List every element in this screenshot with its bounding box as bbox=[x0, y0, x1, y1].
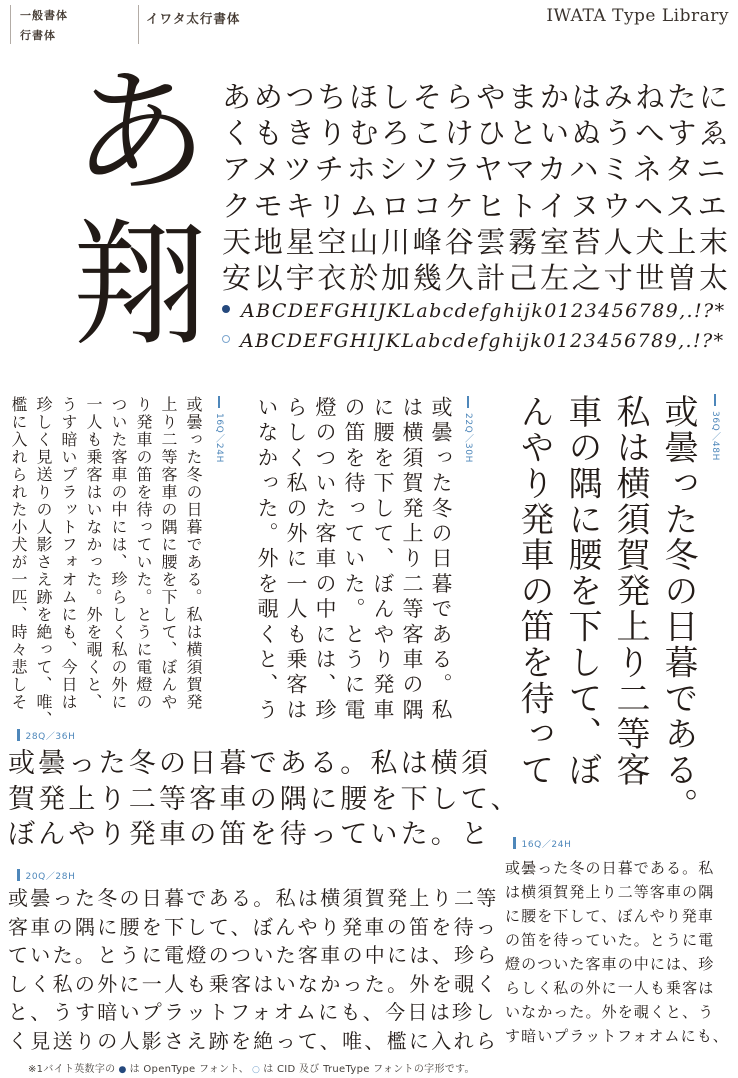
label-tick-icon bbox=[714, 394, 717, 406]
vertical-sample-16q bbox=[6, 396, 225, 736]
sample-text-line: 或曇った冬の日暮である。私 bbox=[505, 859, 715, 877]
cid-open-circle-icon bbox=[222, 335, 230, 343]
category-gyosho: 行書体 bbox=[20, 29, 56, 42]
latin-glyphs: ABCDEFGHIJKLabcdefghijk0123456789,.!?* bbox=[241, 300, 726, 323]
vertical-text-column: 車の隅に腰を下して、ぼ bbox=[562, 394, 602, 788]
size-label-text: 36Q／48H bbox=[710, 411, 720, 461]
typeface-name: イワタ太行書体 bbox=[146, 11, 241, 26]
vertical-text-column: は横須賀発上り二等客車の隅 bbox=[400, 396, 424, 724]
footnote-cid: は CID 及び TrueType フォントの字形です。 bbox=[263, 1064, 475, 1075]
vertical-text-column: らしく私の外に一人も乗客は bbox=[284, 396, 308, 724]
sample-text-line: しく私の外に一人も乗客はいなかった。外を覗く bbox=[8, 971, 499, 996]
size-label-text: 16Q／24H bbox=[214, 413, 224, 463]
sample-text-line: 或曇った冬の日暮である。私は横須 bbox=[8, 748, 492, 779]
sample-text-line: す暗いプラットフォオムにも、 bbox=[505, 1027, 729, 1045]
size-label-text: 16Q／24H bbox=[521, 840, 572, 850]
label-tick-icon bbox=[467, 396, 470, 408]
vertical-text-column: の笛を待っていた。とうに電 bbox=[342, 396, 366, 724]
size-label-20q bbox=[17, 869, 75, 882]
category-labels bbox=[20, 6, 68, 46]
header-divider-middle bbox=[138, 5, 139, 44]
sample-text-line: と、うす暗いプラットフォオムにも、今日は珍し bbox=[8, 1000, 497, 1025]
size-label-36q-vertical bbox=[708, 394, 721, 830]
vertical-text-column: 或曇った冬の日暮である。 bbox=[658, 394, 698, 824]
vertical-text-column: 或曇った冬の日暮である。私 bbox=[429, 396, 453, 724]
charset-row-hiragana-1: あめつちほしそらやまかはみねたに bbox=[222, 80, 731, 114]
size-label-text: 28Q／36H bbox=[25, 732, 76, 742]
character-set bbox=[222, 79, 732, 355]
vertical-text-column: 或曇った冬の日暮である。私は横須賀発 bbox=[184, 396, 203, 711]
sample-text-line: 燈のついた客車の中には、珍 bbox=[505, 955, 715, 973]
charset-row-katakana-2: クモキリムロコケヒトイヌウヘスエ bbox=[222, 188, 730, 223]
header-divider-left bbox=[10, 5, 11, 44]
footnote-opentype: は OpenType フォント、 bbox=[129, 1064, 250, 1075]
vertical-text-column: り発車の笛を待っていた。とうに電燈の bbox=[134, 396, 153, 711]
size-label-28q bbox=[17, 729, 75, 742]
sample-text-line: ていた。とうに電燈のついた客車の中には、珍ら bbox=[8, 943, 499, 968]
sample-text-line: らしく私の外に一人も乗客は bbox=[505, 979, 715, 997]
sample-text-line: 客車の隅に腰を下して、ぼんやり発車の笛を待っ bbox=[8, 914, 499, 939]
sample-text-line: の笛を待っていた。とうに電 bbox=[505, 931, 715, 949]
display-glyphs bbox=[60, 55, 220, 365]
vertical-text-column: いなかった。外を覗くと、う bbox=[255, 396, 279, 724]
size-label-22q-vertical bbox=[461, 396, 474, 736]
horizontal-sample-20q bbox=[8, 884, 502, 1056]
sample-text-line: は横須賀発上り二等客車の隅 bbox=[505, 883, 715, 901]
horizontal-sample-16q bbox=[505, 856, 735, 1048]
charset-row-latin-cid bbox=[222, 328, 732, 356]
vertical-text-column: うす暗いプラットフォオムにも、今日は bbox=[59, 396, 78, 711]
horizontal-sample-28q bbox=[8, 746, 521, 853]
charset-row-kanji-2: 安以宇衣於加幾久計己左之寸世曽太 bbox=[222, 261, 731, 296]
sample-text-line: ぼんやり発車の笛を待っていた。と bbox=[8, 819, 492, 850]
label-tick-icon bbox=[17, 729, 20, 741]
vertical-text-column: ついた客車の中には、珍らしく私の外に bbox=[109, 396, 128, 711]
vertical-text-column: 一人も乗客はいなかった。外を覗くと、 bbox=[84, 396, 103, 711]
charset-row-latin-opentype bbox=[222, 298, 732, 326]
label-tick-icon bbox=[17, 869, 20, 881]
vertical-text-column: 珍しく見送りの人影さえ跡を絶って、唯、 bbox=[34, 396, 53, 729]
vertical-text-column: 燈のついた客車の中には、珍 bbox=[313, 396, 337, 724]
sample-text-line: 賀発上り二等客車の隅に腰を下して、 bbox=[8, 783, 521, 815]
vertical-sample-22q bbox=[252, 396, 474, 736]
charset-row-hiragana-2: くもきりむろこけひといぬうへすゑ bbox=[222, 116, 731, 151]
vertical-text-column: んやり発車の笛を待って bbox=[514, 394, 554, 788]
library-title: IWATA Type Library bbox=[546, 6, 729, 26]
vertical-text-column: 私は横須賀発上り二等客 bbox=[610, 394, 650, 788]
category-general: 一般書体 bbox=[20, 9, 68, 22]
charset-row-katakana-1: アメツチホシソラヤマカハミネタニ bbox=[222, 152, 729, 187]
label-tick-icon bbox=[513, 837, 516, 849]
opentype-filled-circle-icon bbox=[222, 305, 230, 313]
size-label-text: 20Q／28H bbox=[25, 872, 76, 882]
latin-glyphs: ABCDEFGHIJKLabcdefghijk0123456789,.!?* bbox=[240, 329, 725, 352]
charset-row-kanji-1: 天地星空山川峰谷雲霧室苔人犬上末 bbox=[222, 224, 731, 259]
size-label-text: 22Q／30H bbox=[463, 413, 473, 463]
footnote bbox=[28, 1060, 475, 1075]
open-circle-icon: ○ bbox=[252, 1065, 261, 1075]
sample-text-line: いなかった。外を覗くと、う bbox=[505, 1003, 715, 1021]
vertical-text-column: に腰を下して、ぼんやり発車 bbox=[371, 396, 395, 724]
size-label-16q-vertical bbox=[212, 396, 225, 736]
vertical-text-column: 上り二等客車の隅に腰を下して、ぼんや bbox=[159, 396, 178, 711]
label-tick-icon bbox=[218, 396, 221, 408]
vertical-sample-36q bbox=[510, 394, 721, 830]
footnote-prefix: ※1バイト英数字の bbox=[28, 1064, 116, 1075]
sample-text-line: 或曇った冬の日暮である。私は横須賀発上り二等 bbox=[8, 886, 499, 910]
display-glyph-a: あ bbox=[72, 55, 208, 213]
vertical-text-column: 檻に入れられた小犬が一匹、時々悲しそ bbox=[9, 396, 28, 711]
display-glyph-sho: 翔 bbox=[72, 207, 208, 365]
filled-circle-icon: ● bbox=[118, 1065, 127, 1075]
sample-text-line: く見送りの人影さえ跡を絶って、唯、檻に入れら bbox=[8, 1028, 499, 1053]
sample-text-line: に腰を下して、ぼんやり発車 bbox=[505, 907, 715, 925]
size-label-16q-horizontal bbox=[513, 837, 571, 850]
